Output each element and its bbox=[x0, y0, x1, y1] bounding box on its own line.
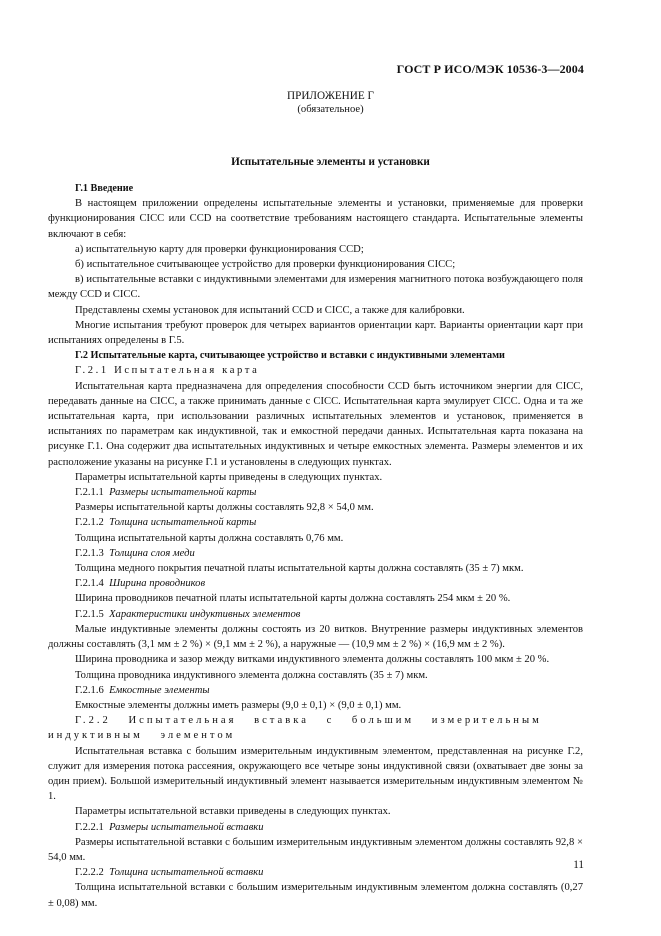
section-g2-heading: Г.2 Испытательные карта, считывающее устройство и вставки с индуктивными элементами bbox=[75, 350, 505, 362]
g222-number: Г.2.2.2 bbox=[75, 867, 104, 879]
annex-title: Испытательные элементы и установки bbox=[231, 156, 430, 168]
g211-text: Размеры испытательной карты должны составлять 92,8 × 54,0 мм. bbox=[75, 502, 374, 514]
page-number: 11 bbox=[573, 859, 584, 871]
g215-text-1: Малые индуктивные элементы должны состоять из 20 витков. Внутренние размеры индуктивных элементов должны составлять (3,1 мм ± 2 %) × (9,1 мм ± 2 %), а наружные — (10,9 мм ± 2 %) × (16,9 мм ± 2 %). bbox=[48, 623, 583, 651]
g1-item-b: б) испытательное считывающее устройство для проверки функционирования CICC; bbox=[75, 259, 456, 271]
g221-title: Размеры испытательной вставки bbox=[109, 821, 264, 833]
g211-number: Г.2.1.1 bbox=[75, 487, 104, 499]
g211-heading bbox=[48, 485, 583, 500]
g215-heading bbox=[48, 607, 583, 622]
g222-title: Толщина испытательной вставки bbox=[109, 867, 264, 879]
g1-schemes: Представлены схемы установок для испытаний CCD и CICC, а также для калибровки. bbox=[75, 304, 465, 316]
g21-params: Параметры испытательной карты приведены в следующих пунктах. bbox=[75, 471, 383, 483]
g213-text: Толщина медного покрытия печатной платы испытательной карты должна составлять (35 ± 7) мкм. bbox=[75, 563, 524, 575]
g215-text-2: Ширина проводника и зазор между витками индуктивного элемента должны составлять 100 мкм ± 20 %. bbox=[75, 654, 550, 666]
g22-params: Параметры испытательной вставки приведены в следующих пунктах. bbox=[75, 806, 391, 818]
g22-heading: Г.2.2 Испытательная вставка с большим измерительным индуктивным элементом bbox=[48, 715, 542, 742]
g214-heading bbox=[48, 576, 583, 591]
g21-text: Испытательная карта предназначена для определения способности CCD быть источником энергии для CICC, передавать данные на CICC, а также принимать данные с CICC. Испытательная карта эмулирует CICC. Одна и та же испытательная карта, при использовании различных испытательных элементов и установок, применяется в испытаниях по параметрам как индуктивной, так и емкостной передачи данных. Испытательная карта показана на рисунке Г.1. Она содержит два испытательных индуктивных и четыре емкостных элемента. Размеры элементов и их расположение указаны на рисунке Г.1 и установлены в следующих пунктах. bbox=[48, 380, 583, 468]
g215-text-3: Толщина проводника индуктивного элемента должна составлять (35 ± 7) мкм. bbox=[75, 669, 428, 681]
g214-text: Ширина проводников печатной платы испытательной карты должна составлять 254 мкм ± 20 %. bbox=[75, 593, 511, 605]
g216-number: Г.2.1.6 bbox=[75, 684, 104, 696]
g221-number: Г.2.2.1 bbox=[75, 821, 104, 833]
annex-status: (обязательное) bbox=[297, 104, 364, 115]
section-g1-heading: Г.1 Введение bbox=[75, 183, 134, 194]
g213-number: Г.2.1.3 bbox=[75, 547, 104, 559]
g212-text: Толщина испытательной карты должна составлять 0,76 мм. bbox=[75, 532, 344, 544]
g212-title: Толщина испытательной карты bbox=[109, 517, 257, 529]
g221-text: Размеры испытательной вставки с большим измерительным индуктивным элементом должны составлять 92,8 × 54,0 мм. bbox=[48, 836, 583, 863]
g21-heading: Г.2.1 Испытательная карта bbox=[75, 365, 260, 377]
g215-title: Характеристики индуктивных элементов bbox=[109, 608, 301, 620]
g1-orientation: Многие испытания требуют проверок для четырех вариантов ориентации карт. Варианты ориентации карт при испытаниях определены в Г.5. bbox=[48, 319, 583, 347]
standard-header: ГОСТ Р ИСО/МЭК 10536-3—2004 bbox=[396, 62, 584, 76]
g215-number: Г.2.1.5 bbox=[75, 608, 104, 620]
g221-heading bbox=[48, 820, 583, 835]
g216-title: Емкостные элементы bbox=[109, 684, 210, 696]
g212-heading bbox=[48, 515, 583, 530]
g1-item-a: а) испытательную карту для проверки функционирования CCD; bbox=[75, 243, 364, 255]
g211-title: Размеры испытательной карты bbox=[109, 487, 257, 499]
g214-title: Ширина проводников bbox=[109, 578, 206, 590]
g222-text: Толщина испытательной вставки с большим измерительным индуктивным элементом должна составлять (0,27 ± 0,08) мм. bbox=[48, 882, 583, 909]
g222-heading bbox=[48, 865, 583, 880]
g1-item-c: в) испытательные вставки с индуктивными элементами для измерения магнитного потока возбуждающего поля между CCD и CICC. bbox=[48, 274, 583, 301]
g1-intro: В настоящем приложении определены испытательные элементы и установки, применяемые для проверки функционирования CICC или CCD на соответствие требованиям настоящего стандарта. Испытательные элементы включают в себя: bbox=[48, 198, 583, 240]
g216-text: Емкостные элементы должны иметь размеры (9,0 ± 0,1) × (9,0 ± 0,1) мм. bbox=[75, 699, 402, 711]
g213-title: Толщина слоя меди bbox=[109, 547, 195, 559]
g212-number: Г.2.1.2 bbox=[75, 517, 104, 529]
g213-heading bbox=[48, 546, 583, 561]
g216-heading bbox=[48, 683, 583, 698]
document-body bbox=[48, 181, 583, 911]
annex-label: ПРИЛОЖЕНИЕ Г bbox=[287, 90, 374, 102]
g214-number: Г.2.1.4 bbox=[75, 578, 104, 590]
g22-text: Испытательная вставка с большим измерительным индуктивным элементом, представленная на рисунке Г.2, служит для измерения потока рассеяния, окружающего все четыре зоны индуктивной связи (охватывает две зоны за один прием). Большой измерительный индуктивный элемент называется измерительным индуктивным элементом № 1. bbox=[48, 745, 583, 803]
annex-heading bbox=[0, 90, 661, 116]
